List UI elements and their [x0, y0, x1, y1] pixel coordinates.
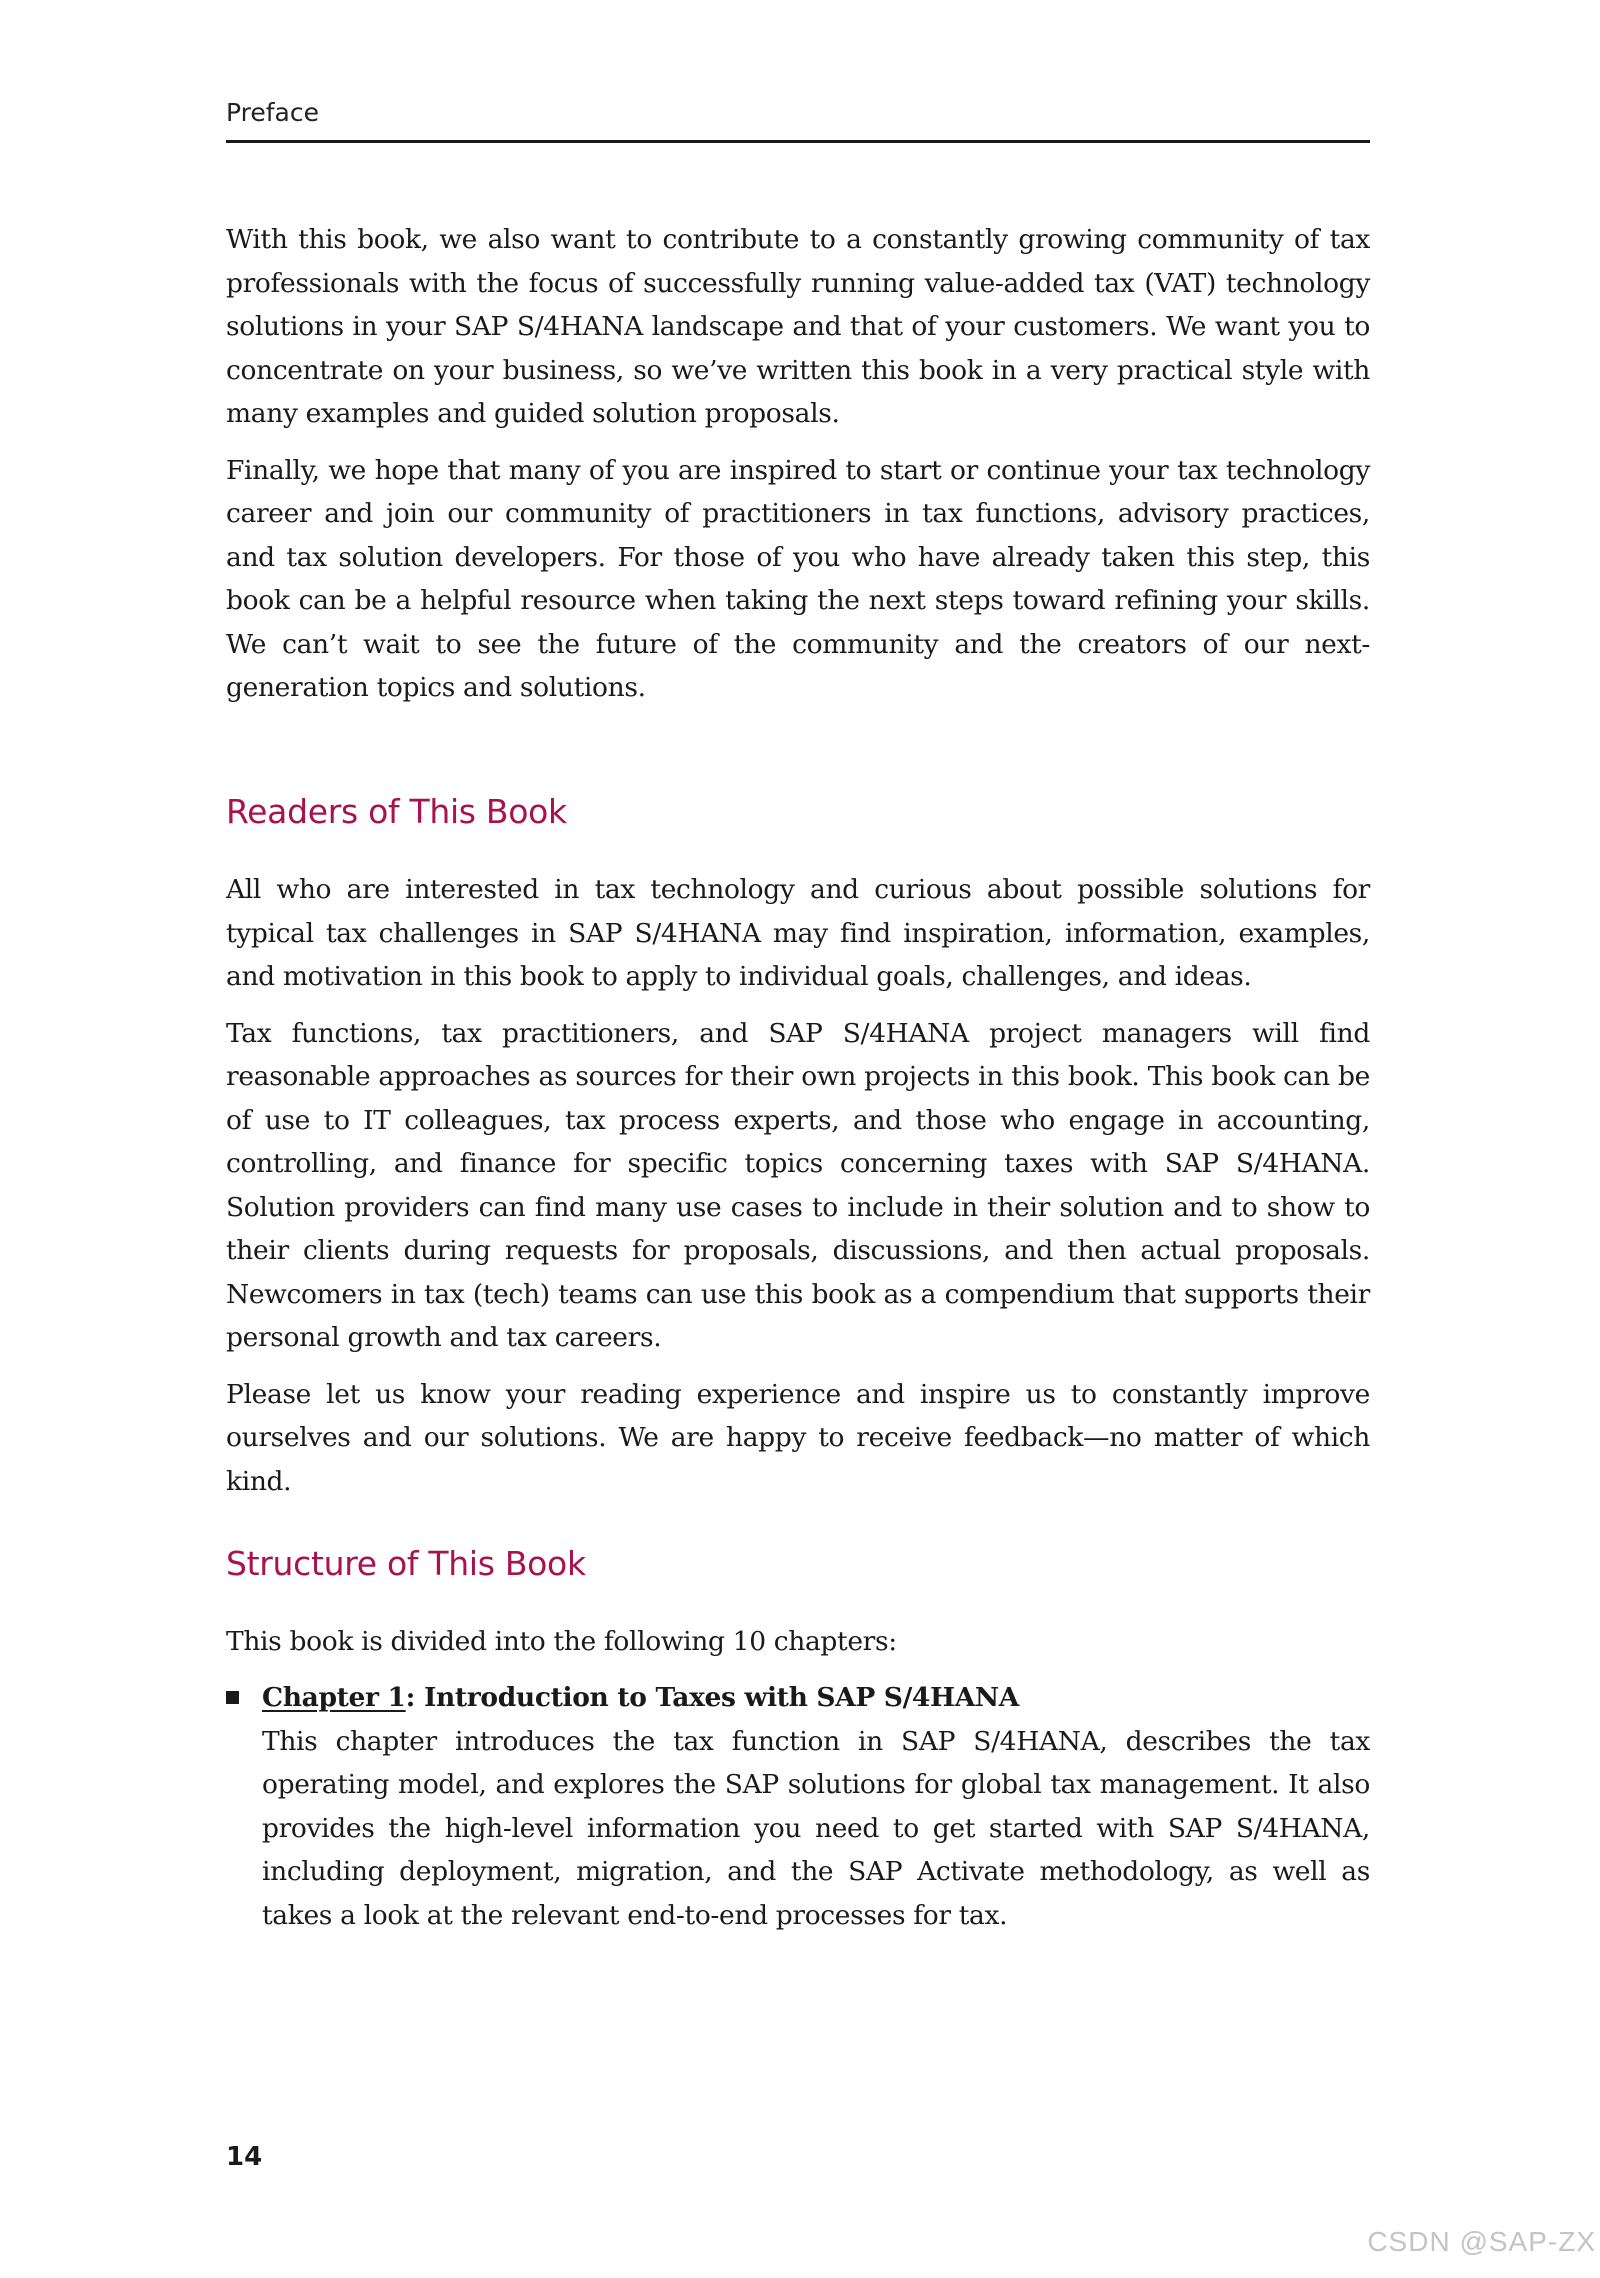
watermark: CSDN @SAP-ZX: [1367, 2226, 1596, 2257]
intro-paragraph: With this book, we also want to contribute to a constantly growing community of tax professionals with the focus of successfully running value-added tax (VAT) technology solutions in your SAP S/4HANA landscape and that of your customers. We want you to concentrate on your business, so we’ve written this book in a very practical style with many examples and guided solution proposals.: [226, 224, 1370, 429]
chapter-list: [226, 1676, 1370, 1937]
intro-section: [226, 218, 1370, 723]
intro-paragraph: Finally, we hope that many of you are inspired to start or continue your tax technology career and join our community of practitioners in tax functions, advisory practices, and tax solution developers. For those of you who have already taken this step, this book can be a helpful resource when taking the next steps toward refining your skills. We can’t wait to see the future of the community and the creators of our next-generation topics and solutions.: [226, 454, 1370, 703]
chapter-item-title: [262, 1676, 1370, 1720]
page-number: 14: [226, 2142, 263, 2172]
readers-paragraph: Tax functions, tax practitioners, and SAP S/4HANA project managers will find reasonable approaches as sources for their own projects in this book. This book can be of use to IT colleagues, tax process experts, and those who engage in accounting, controlling, and finance for specific topics concerning taxes with SAP S/4HANA. Solution providers can find many use cases to include in their solution and to show to their clients during requests for proposals, discussions, and then actual proposals. Newcomers in tax (tech) teams can use this book as a compendium that supports their personal growth and tax careers.: [226, 1017, 1370, 1353]
chapter-item-description: This chapter introduces the tax function in SAP S/4HANA, describes the tax operating model, and explores the SAP solutions for global tax management. It also provides the high-level information you need to get started with SAP S/4HANA, including deployment, migration, and the SAP Activate methodology, as well as takes a look at the relevant end-to-end processes for tax.: [262, 1725, 1370, 1931]
chapter-title-text: : Introduction to Taxes with SAP S/4HANA: [405, 1682, 1019, 1713]
list-item: [226, 1676, 1370, 1937]
readers-section: [226, 868, 1370, 1516]
structure-intro-text: This book is divided into the following 10 chapters:: [226, 1626, 897, 1657]
readers-paragraph: All who are interested in tax technology and curious about possible solutions for typical tax challenges in SAP S/4HANA may find inspiration, information, examples, and motivation in this book to apply to individual goals, challenges, and ideas.: [226, 874, 1370, 992]
running-head: [226, 96, 1370, 143]
structure-intro: [226, 1620, 1370, 1677]
chapter-1-link[interactable]: Chapter 1: [262, 1682, 406, 1713]
readers-heading: Readers of This Book: [226, 792, 567, 831]
square-bullet-icon: [226, 1691, 239, 1704]
running-head-title: Preface: [226, 98, 319, 127]
structure-heading: Structure of This Book: [226, 1544, 586, 1583]
readers-paragraph: Please let us know your reading experience and inspire us to constantly improve ourselves and our solutions. We are happy to receive feedback—no matter of which kind.: [226, 1378, 1370, 1497]
